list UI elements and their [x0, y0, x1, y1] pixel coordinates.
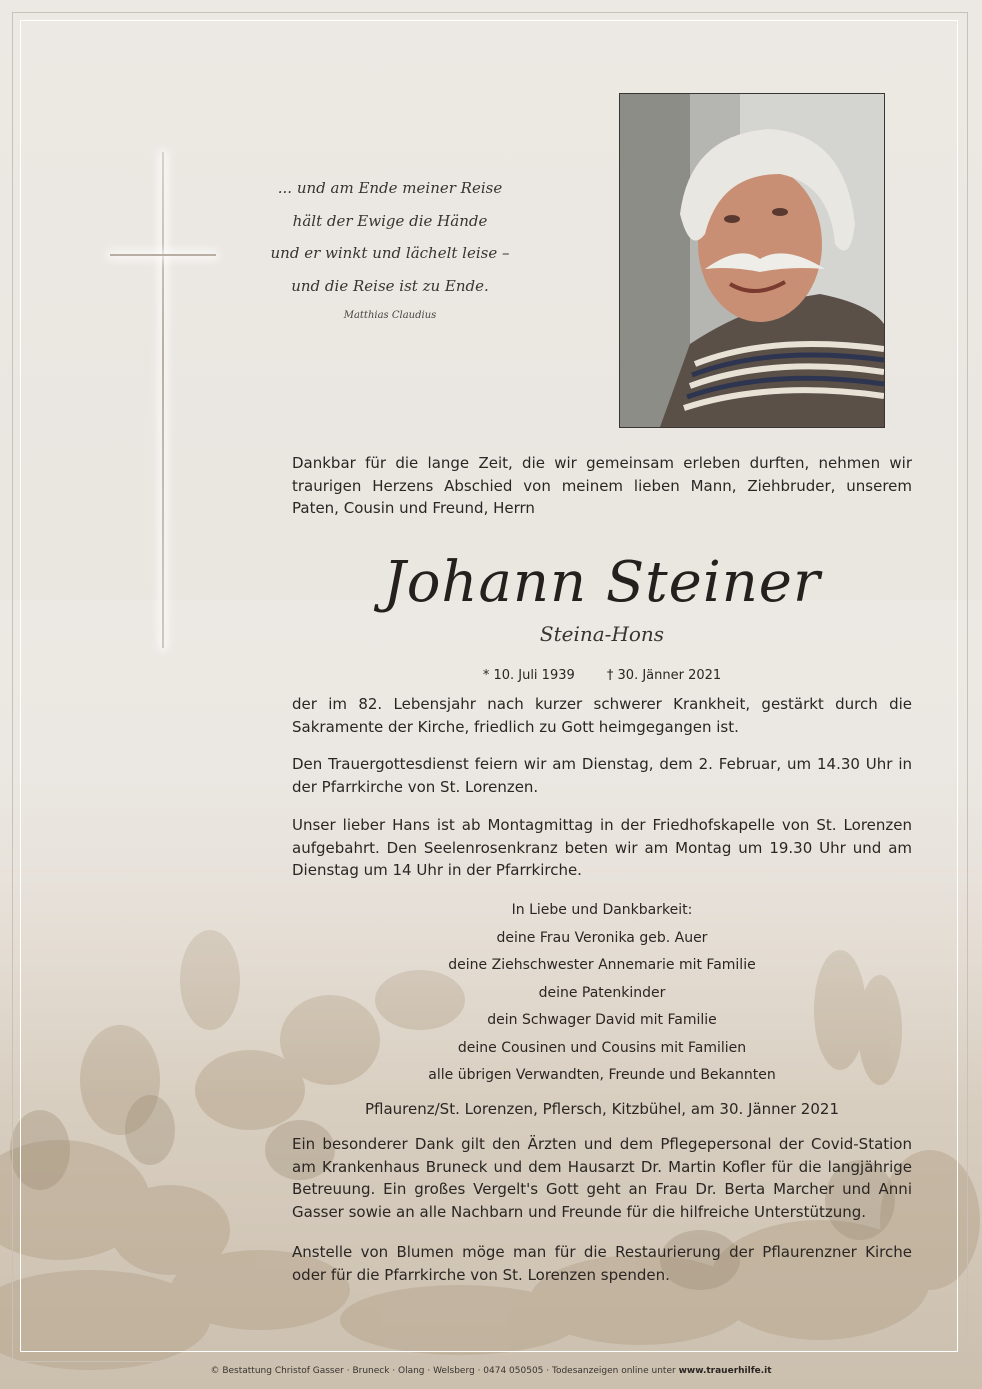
mourners-list — [292, 897, 912, 1090]
thanks-text: Ein besonderer Dank gilt den Ärzten und dem Pflegepersonal der Covid-Station am Krankenhaus Bruneck und dem Hausarzt Dr. Martin Kofler für die langjährige Betreuung. Ein großes Vergelt's Gott geht an Frau Dr. Berta Marcher und Anni Gasser sowie an alle Nachbarn und Freunde für die hilfreiche Unterstützung. — [292, 1135, 912, 1221]
portrait-photo — [619, 93, 885, 428]
poem-author: Matthias Claudius — [343, 310, 437, 321]
passing-text: der im 82. Lebensjahr nach kurzer schwerer Krankheit, gestärkt durch die Sakramente der Kirche, friedlich zu Gott heimgegangen ist. — [292, 695, 912, 736]
poem — [250, 172, 530, 302]
footer-website-link[interactable]: www.trauerhilfe.it — [678, 1366, 772, 1376]
poem-line: und er winkt und lächelt leise – — [270, 244, 510, 262]
mourner-entry: deine Patenkinder — [538, 984, 666, 1001]
poem-line: und die Reise ist zu Ende. — [291, 276, 489, 295]
mourner-entry: deine Frau Veronika geb. Auer — [496, 929, 708, 946]
poem-line: ... und am Ende meiner Reise — [277, 179, 503, 197]
intro-text: Dankbar für die lange Zeit, die wir gemeinsam erleben durften, nehmen wir traurigen Herzens Abschied von meinem lieben Mann, Ziehbruder, unserem Paten, Cousin und Freund, Herrn — [292, 454, 912, 517]
deceased-name: Johann Steiner — [383, 550, 821, 615]
life-dates — [292, 666, 912, 686]
footer — [0, 1366, 982, 1376]
viewing-text: Unser lieber Hans ist ab Montagmittag in der Friedhofskapelle von St. Lorenzen aufgebahrt. Den Seelenrosenkranz beten wir am Montag um 19.30 Uhr und am Dienstag um 14 Uhr in der Pfarrkirche. — [292, 816, 912, 879]
mourners-heading: In Liebe und Dankbarkeit: — [511, 902, 693, 918]
service-text: Den Trauergottesdienst feiern wir am Dienstag, dem 2. Februar, um 14.30 Uhr in der Pfarrkirche von St. Lorenzen. — [292, 755, 912, 796]
deceased-nickname: Steina-Hons — [539, 622, 665, 646]
place-date: Pflaurenz/St. Lorenzen, Pflersch, Kitzbühel, am 30. Jänner 2021 — [364, 1100, 839, 1118]
poem-line: hält der Ewige die Hände — [292, 211, 488, 230]
birth-date: * 10. Juli 1939 — [482, 668, 575, 683]
mourner-entry: deine Cousinen und Cousins mit Familien — [457, 1039, 747, 1056]
footer-text: © Bestattung Christof Gasser · Bruneck · Olang · Welsberg · 0474 050505 · Todesanzeigen online unter — [210, 1366, 676, 1376]
donation-text: Anstelle von Blumen möge man für die Restaurierung der Pflaurenzner Kirche oder für die Pfarrkirche von St. Lorenzen spenden. — [292, 1243, 912, 1284]
mourner-entry: deine Ziehschwester Annemarie mit Familie — [448, 957, 756, 973]
mourner-entry: alle übrigen Verwandten, Freunde und Bekannten — [428, 1067, 776, 1083]
cross-vertical-beam — [162, 152, 164, 648]
mourner-entry: dein Schwager David mit Familie — [487, 1012, 717, 1028]
death-date: † 30. Jänner 2021 — [606, 668, 722, 683]
cross-horizontal-beam — [110, 254, 216, 256]
